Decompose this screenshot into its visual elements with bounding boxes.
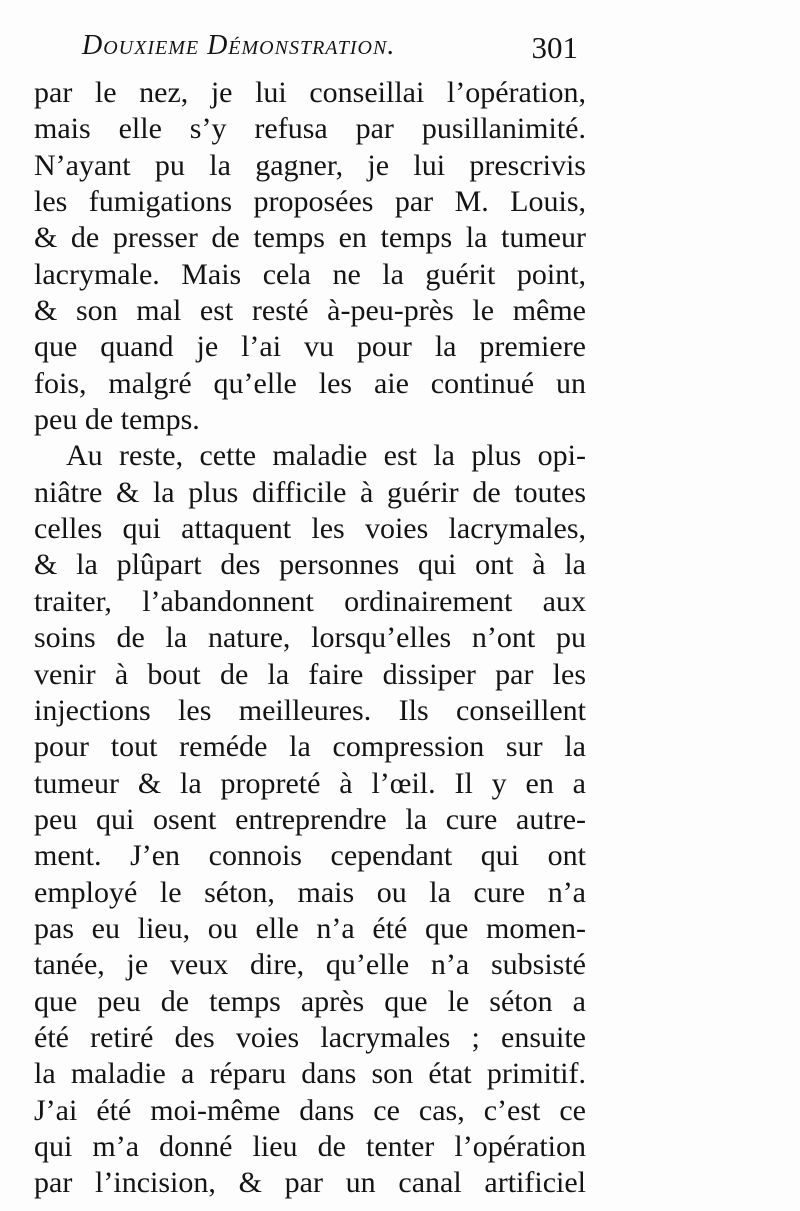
text-line: & la plûpart des personnes qui ont à la bbox=[34, 548, 586, 582]
text-line: pour tout reméde la compression sur la bbox=[34, 730, 586, 764]
text-line: & de presser de temps en temps la tumeur bbox=[34, 221, 586, 255]
text-line: peu qui osent entreprendre la cure autre- bbox=[34, 802, 586, 836]
text-line: soins de la nature, lorsqu’elles n’ont pu bbox=[34, 621, 586, 655]
text-line: que peu de temps après que le séton a bbox=[34, 984, 586, 1018]
text-line: les fumigations proposées par M. Louis, bbox=[34, 185, 586, 219]
text-line: mais elle s’y refusa par pusillanimité. bbox=[34, 112, 586, 146]
body-text bbox=[34, 75, 586, 1202]
page-header bbox=[58, 22, 588, 72]
page-number: 301 bbox=[531, 30, 578, 65]
text-line: ment. J’en connois cependant qui ont bbox=[34, 839, 586, 873]
running-title: Douxieme Démonstration. bbox=[82, 30, 396, 61]
text-line: par le nez, je lui conseillai l’opération, bbox=[34, 76, 586, 109]
text-line: qui m’a donné lieu de tenter l’opération bbox=[34, 1129, 586, 1163]
text-line: été retiré des voies lacrymales ; ensuite bbox=[34, 1020, 586, 1054]
text-line: N’ayant pu la gagner, je lui prescrivis bbox=[34, 148, 586, 182]
text-line: injections les meilleures. Ils conseillent bbox=[34, 693, 586, 727]
text-line: employé le séton, mais ou la cure n’a bbox=[34, 875, 586, 909]
text-line: venir à bout de la faire dissiper par les bbox=[34, 657, 586, 691]
text-line: & son mal est resté à-peu-près le même bbox=[34, 294, 586, 328]
text-line: J’ai été moi-même dans ce cas, c’est ce bbox=[34, 1093, 586, 1127]
text-line: celles qui attaquent les voies lacrymales, bbox=[34, 512, 586, 546]
text-line: fois, malgré qu’elle les aie continué un bbox=[34, 366, 586, 400]
text-line: tumeur & la propreté à l’œil. Il y en a bbox=[34, 766, 586, 800]
text-line: la maladie a réparu dans son état primitif. bbox=[34, 1057, 586, 1091]
text-line: peu de temps. bbox=[34, 403, 200, 437]
text-line: niâtre & la plus difficile à guérir de toutes bbox=[34, 475, 586, 509]
text-line: que quand je l’ai vu pour la premiere bbox=[34, 330, 586, 364]
text-line: par l’incision, & par un canal artificiel bbox=[34, 1166, 586, 1200]
text-line: Au reste, cette maladie est la plus opi- bbox=[66, 439, 586, 473]
text-line: tanée, je veux dire, qu’elle n’a subsisté bbox=[34, 948, 586, 982]
text-line: lacrymale. Mais cela ne la guérit point, bbox=[34, 257, 586, 291]
text-line: traiter, l’abandonnent ordinairement aux bbox=[34, 584, 586, 618]
text-line: pas eu lieu, ou elle n’a été que momen- bbox=[34, 911, 586, 945]
